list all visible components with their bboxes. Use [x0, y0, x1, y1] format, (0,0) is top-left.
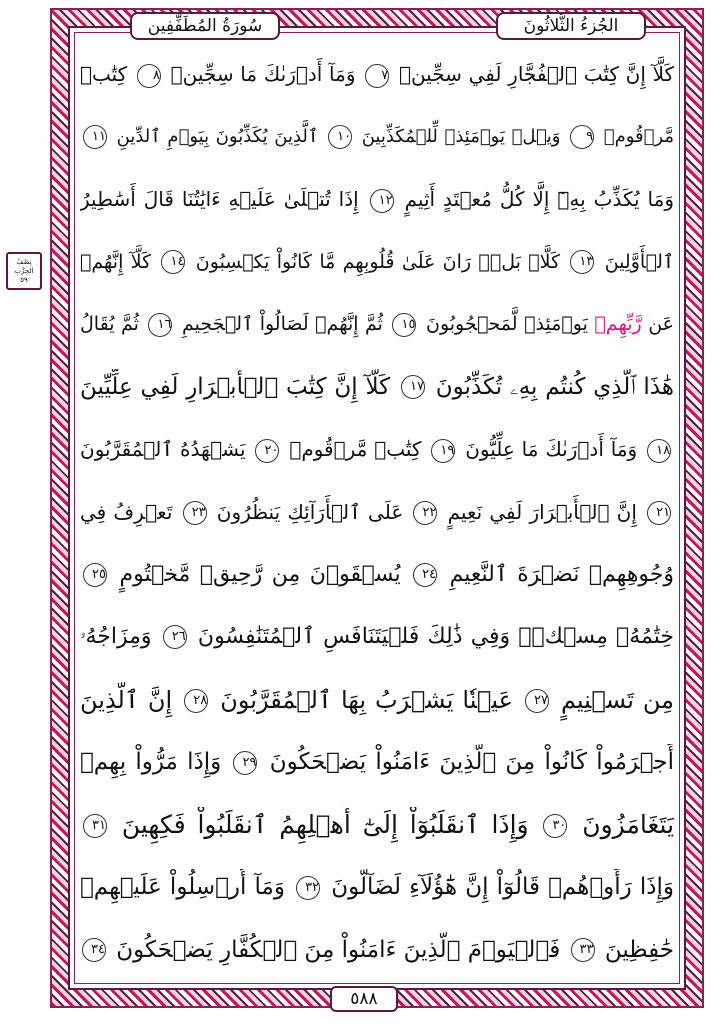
ayah-number-marker: ١٣ [570, 250, 594, 274]
quran-text-body [80, 56, 674, 972]
verse-text: ٱلۡأَوَّلِينَ [604, 250, 674, 273]
ayah-number-marker: ١٧ [401, 375, 425, 399]
page-number-box [330, 986, 398, 1012]
verse-text: إِذَا تُتۡلَىٰ عَلَيۡهِ ءَايَٰتُنَا قَالَ أَسَٰطِيرُ [80, 187, 359, 212]
ayah-number-marker: ٨ [137, 64, 161, 88]
text-line [80, 932, 674, 972]
verse-text: كَلَّآ إِنَّهُمۡ [80, 250, 152, 273]
ayah-number-marker: ٢٤ [413, 563, 437, 587]
ayah-number-marker: ١١ [83, 125, 107, 149]
text-line [80, 619, 674, 659]
verse-text: وَمَآ أُرۡسِلُواْ عَلَيۡهِمۡ [80, 874, 285, 901]
verse-text: عَن [648, 313, 674, 336]
ayah-number-marker: ٣٣ [571, 938, 595, 962]
verse-text: فَٱلۡيَوۡمَ ٱلَّذِينَ ءَامَنُواْ مِنَ ٱلۡكُفَّارِ يَضۡحَكُونَ [116, 936, 561, 963]
verse-text: وُجُوهِهِمۡ نَضۡرَةَ ٱلنَّعِيمِ [449, 561, 674, 587]
verse-text: عَلَى ٱلۡأَرَآئِكِ يَنظُرُونَ [216, 499, 404, 524]
ayah-number-marker: ٧ [365, 64, 389, 88]
text-line [80, 682, 674, 722]
ayah-number-marker: ٢٦ [163, 625, 187, 649]
verse-text: خِتَٰمُهُۥ مِسۡكٞۚ وَفِي ذَٰلِكَ فَلۡيَتَنَافَسِ ٱلۡمُتَنَٰفِسُونَ [197, 624, 674, 650]
ayah-number-marker: ٢٧ [525, 689, 549, 713]
verse-text: كِتَٰبٞ [80, 62, 128, 86]
text-line [80, 306, 674, 346]
verse-text: وَمِزَاجُهُۥ [80, 624, 152, 650]
ayah-number-marker: ١٢ [370, 189, 394, 213]
verse-text: حَٰفِظِينَ [604, 936, 674, 963]
text-line [80, 494, 674, 534]
ayah-number-marker: ١٤ [161, 250, 185, 274]
ayah-number-marker: ٣٤ [82, 938, 106, 962]
verse-text: مِن تَسۡنِيمٍ [560, 685, 674, 714]
ayah-number-marker: ٢٨ [184, 689, 208, 713]
ayah-number-marker: ١٨ [647, 439, 671, 463]
verse-text: وَمَآ أَدۡرَىٰكَ مَا سِجِّينٞ [170, 62, 356, 86]
verse-text: وَيۡلٞ يَوۡمَئِذٖ لِّلۡمُكَذِّبِينَ [361, 125, 561, 147]
verse-text: يَتَغَامَزُونَ [582, 809, 674, 839]
text-line [80, 244, 674, 284]
text-line [80, 431, 674, 471]
juz-title-box [496, 12, 646, 40]
ayah-number-marker: ٣٢ [296, 876, 320, 900]
page-number: ٥٨٨ [350, 989, 378, 1009]
text-line [80, 119, 674, 159]
hizb-marker [6, 252, 42, 290]
verse-text: ثُمَّ إِنَّهُمۡ لَصَالُواْ ٱلۡجَحِيمِ [181, 313, 383, 336]
ayah-number-marker: ١٦ [148, 313, 172, 337]
text-line [80, 56, 674, 96]
surah-title-box [130, 12, 280, 40]
verse-text: وَمَآ أَدۡرَىٰكَ مَا عِلِّيُّونَ [465, 437, 638, 462]
ayah-number-marker: ٣٠ [543, 814, 567, 838]
juz-title: الجُزءُ الثَّلاثُونَ [523, 16, 619, 36]
verse-text: كَلَّآ إِنَّ كِتَٰبَ ٱلۡأَبۡرَارِ لَفِي عِلِّيِّينَ [80, 373, 391, 400]
text-line [80, 369, 674, 409]
text-line [80, 744, 674, 784]
ayah-number-marker: ٢٢ [413, 501, 437, 525]
verse-text: وَإِذَا مَرُّواْ بِهِمۡ [80, 749, 222, 776]
text-line [80, 807, 674, 847]
verse-text: كِتَٰبٞ مَّرۡقُومٞ [289, 437, 422, 462]
verse-text: مَّرۡقُومٞ [603, 125, 674, 147]
verse-text: ثُمَّ يُقَالُ [80, 313, 139, 336]
verse-text: يَوۡمَئِذٖ لَّمَحۡجُوبُونَ [426, 313, 588, 336]
text-line [80, 869, 674, 909]
highlighted-word: رَّبِّهِمۡ [594, 313, 642, 336]
text-line [80, 557, 674, 597]
ayah-number-marker: ٩ [570, 125, 594, 149]
verse-text: ٱلَّذِينَ يُكَذِّبُونَ بِيَوۡمِ ٱلدِّينِ [116, 125, 319, 147]
ayah-number-marker: ٢٩ [233, 751, 257, 775]
ayah-number-marker: ٢٠ [255, 439, 279, 463]
verse-text: إِنَّ ٱلَّذِينَ [80, 685, 173, 714]
verse-text: عَيۡنٗا يَشۡرَبُ بِهَا ٱلۡمُقَرَّبُونَ [220, 685, 513, 714]
surah-title: سُورَةُ المُطَفِّفِين [147, 16, 263, 36]
verse-text: إِنَّ ٱلۡأَبۡرَارَ لَفِي نَعِيمٍ [447, 499, 637, 524]
verse-text: كَلَّاۖ بَلۡۜ رَانَ عَلَىٰ قُلُوبِهِم مَّا كَانُواْ يَكۡسِبُونَ [195, 250, 561, 273]
verse-text: هَٰذَا ٱلَّذِي كُنتُم بِهِۦ تُكَذِّبُونَ [435, 373, 674, 400]
verse-text: كَلَّآ إِنَّ كِتَٰبَ ٱلۡفُجَّارِ لَفِي سِجِّينٖ [398, 62, 674, 86]
verse-text: وَإِذَا رَأَوۡهُمۡ قَالُوٓاْ إِنَّ هَٰٓؤُلَآءِ لَضَآلُّونَ [331, 874, 674, 901]
verse-text: يُسۡقَوۡنَ مِن رَّحِيقٖ مَّخۡتُومٍ [119, 561, 401, 587]
ayah-number-marker: ١٠ [328, 125, 352, 149]
verse-text: تَعۡرِفُ فِي [80, 499, 173, 524]
verse-text: أَجۡرَمُواْ كَانُواْ مِنَ ٱلَّذِينَ ءَامَنُواْ يَضۡحَكُونَ [269, 749, 674, 776]
verse-text: وَإِذَا ٱنقَلَبُوٓاْ إِلَىٰٓ أَهۡلِهِمُ ٱنقَلَبُواْ فَكِهِينَ [121, 809, 529, 839]
ayah-number-marker: ١٥ [392, 313, 416, 337]
ayah-number-marker: ٢١ [647, 501, 671, 525]
hizb-marker-line-3: ٥٩ [20, 275, 28, 284]
ayah-number-marker: ٣١ [83, 814, 107, 838]
hizb-marker-line-1: نِصْفُ [16, 257, 32, 266]
ayah-number-marker: ٢٣ [183, 501, 207, 525]
verse-text: وَمَا يُكَذِّبُ بِهِۦٓ إِلَّا كُلُّ مُعۡتَدٍ أَثِيمٍ [404, 187, 674, 212]
verse-text: يَشۡهَدُهُ ٱلۡمُقَرَّبُونَ [80, 437, 246, 462]
text-line [80, 181, 674, 221]
ayah-number-marker: ١٩ [431, 439, 455, 463]
ayah-number-marker: ٢٥ [83, 563, 107, 587]
hizb-marker-line-2: الحِزْبِ [14, 266, 34, 275]
